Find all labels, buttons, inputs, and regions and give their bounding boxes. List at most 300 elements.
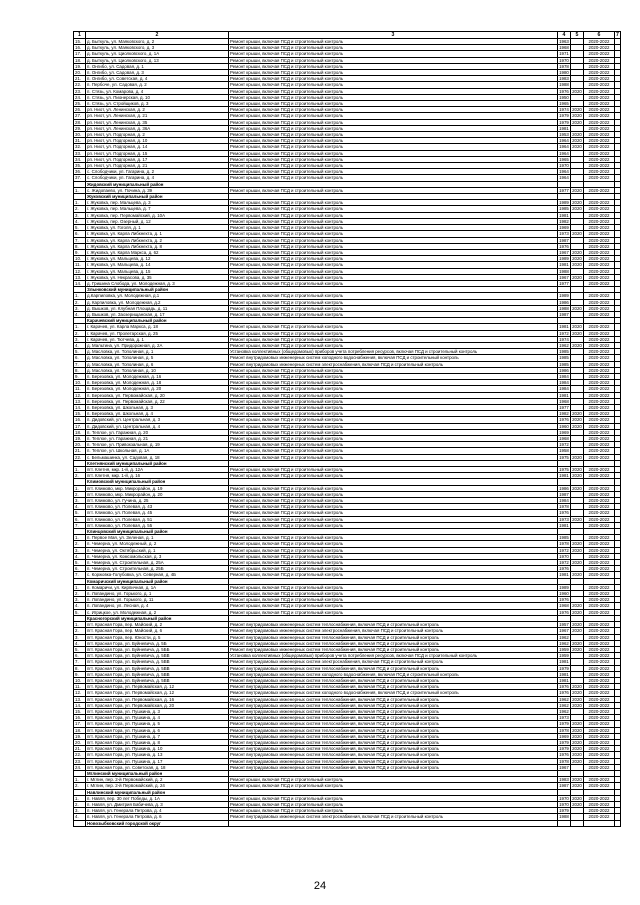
planned-period: 2020-2022 xyxy=(584,584,615,590)
row-index: 9. xyxy=(74,249,86,255)
row-index: 1. xyxy=(74,187,86,193)
row-index: 2. xyxy=(74,473,86,479)
district-name: Злынковский муниципальный район xyxy=(86,287,229,293)
last-overhaul-year: 2020 xyxy=(572,324,582,330)
row-index: 31. xyxy=(74,138,86,144)
planned-period: 2020-2022 xyxy=(584,721,615,727)
planned-period: 2020-2022 xyxy=(584,702,615,708)
address: д. Гришина Слобода, ул. Молодежная, д. 3 xyxy=(86,280,229,286)
build-year: 1979 xyxy=(559,739,569,745)
address: г. Жуковка, пер. Озерный, д. 12 xyxy=(86,218,229,224)
last-overhaul-year: 2020 xyxy=(572,690,582,696)
planned-period: 2020-2022 xyxy=(584,454,615,460)
build-year: 1984 xyxy=(559,373,569,379)
address: пгт. Климово, мкр. Микрорайон, д. 20 xyxy=(86,491,229,497)
build-year: 1968 xyxy=(559,603,569,609)
address: д. Вышков, ул. Клубная Площадь, д. 11 xyxy=(86,305,229,311)
row-index: 2. xyxy=(74,491,86,497)
planned-period: 2020-2022 xyxy=(584,671,615,677)
work-type: Ремонт внутридомовых инженерных систем теплоснабжения, включая ПСД и строительный контроль xyxy=(229,622,558,628)
build-year: 1953 xyxy=(559,132,569,138)
address: п. Первое Мая, ул. Зеленая, д. 1 xyxy=(86,535,229,541)
work-type: Ремонт крыши, включая ПСД и строительный контроль xyxy=(229,311,558,317)
row-index: 14. xyxy=(74,702,86,708)
work-type: Ремонт крыши, включая ПСД и строительный контроль xyxy=(229,560,558,566)
work-type: Ремонт крыши, включая ПСД и строительный контроль xyxy=(229,603,558,609)
build-year: 1977 xyxy=(559,187,569,193)
address: п. Навля, ул. Генерала Петрова, д. 6 xyxy=(86,814,229,820)
address: с. Слободчики, ул. Гагарина, д. 4 xyxy=(86,175,229,181)
build-year: 1989 xyxy=(559,256,569,262)
address: пгт. Красная Гора, ул. Пушкина, д. 4 xyxy=(86,715,229,721)
last-overhaul-year: 2020 xyxy=(572,454,582,460)
planned-period: 2020-2022 xyxy=(584,39,615,45)
work-type: Ремонт крыши, включая ПСД и строительный контроль xyxy=(229,535,558,541)
address: п. Теплое, ул. Школьная, д. 1А xyxy=(86,448,229,454)
address: г. Жуковка, ул. Карла Либкнехта, д. 1 xyxy=(86,231,229,237)
last-overhaul-year: 2020 xyxy=(572,547,582,553)
address: пгт. Красная Гора, ул. Буйневича, д. 5Б xyxy=(86,640,229,646)
build-year: 1985 xyxy=(559,206,569,212)
address: п. Дидовский, ул. Центральная, д. 3 xyxy=(86,417,229,423)
build-year: 1986 xyxy=(559,299,569,305)
work-type: Ремонт крыши, включая ПСД и строительный контроль xyxy=(229,504,558,510)
planned-period: 2020-2022 xyxy=(584,274,615,280)
planned-period: 2020-2022 xyxy=(584,200,615,206)
work-type: Ремонт крыши, включая ПСД и строительный контроль xyxy=(229,380,558,386)
row-index: 5. xyxy=(74,560,86,566)
address: пгт. Красная Гора, ул. Пушкина, д. 17 xyxy=(86,758,229,764)
planned-period: 2020-2022 xyxy=(584,535,615,541)
work-type: Ремонт внутридомовых инженерных систем электроснабжения, включая ПСД и строительный контроль xyxy=(229,361,558,367)
address: д. Карпиловка, ул. Молодежная, д.2 xyxy=(86,299,229,305)
build-year: 1970 xyxy=(559,163,569,169)
row-index: 5. xyxy=(74,510,86,516)
build-year: 1978 xyxy=(559,504,569,510)
last-overhaul-year: 2020 xyxy=(572,696,582,702)
row-index: 10. xyxy=(74,380,86,386)
address: пгт. Красная Гора, ул. Пушкина, д. 6 xyxy=(86,727,229,733)
row-index: 6. xyxy=(74,566,86,572)
build-year: 1976 xyxy=(559,597,569,603)
work-type: Ремонт крыши, включая ПСД и строительный контроль xyxy=(229,553,558,559)
last-overhaul-year: 2020 xyxy=(572,330,582,336)
work-type: Ремонт крыши, включая ПСД и строительный контроль xyxy=(229,237,558,243)
planned-period: 2020-2022 xyxy=(584,429,615,435)
district-name: Жидовский муниципальный район xyxy=(86,181,229,187)
planned-period: 2020-2022 xyxy=(584,423,615,429)
address: г. Жуковка, ул. Карла Либкнехта, д. 2 xyxy=(86,237,229,243)
build-year: 1981 xyxy=(559,324,569,330)
work-type: Ремонт крыши, включая ПСД и строительный контроль xyxy=(229,336,558,342)
build-year: 1984 xyxy=(559,498,569,504)
last-overhaul-year: 2020 xyxy=(572,609,582,615)
work-type: Ремонт крыши, включая ПСД и строительный контроль xyxy=(229,795,558,801)
row-index: 12. xyxy=(74,690,86,696)
build-year: 1979 xyxy=(559,721,569,727)
work-type: Ремонт крыши, включая ПСД и строительный контроль xyxy=(229,777,558,783)
planned-period: 2020-2022 xyxy=(584,795,615,801)
row-index: 12. xyxy=(74,392,86,398)
address: пгт. Красная Гора, ул. Буйневича, д. 5ББ xyxy=(86,646,229,652)
last-overhaul-year: 2020 xyxy=(572,256,582,262)
planned-period: 2020-2022 xyxy=(584,225,615,231)
last-overhaul-year: 2020 xyxy=(572,603,582,609)
address: п. Чемерна, ул. Строительная, д. 25Б xyxy=(86,566,229,572)
work-type: Ремонт крыши, включая ПСД и строительный контроль xyxy=(229,274,558,280)
row-index: 16. xyxy=(74,45,86,51)
last-overhaul-year: 2020 xyxy=(572,727,582,733)
address: п. Лопандино, ул. Лесная, д. 4 xyxy=(86,603,229,609)
build-year: 1964 xyxy=(559,138,569,144)
build-year: 1970 xyxy=(559,795,569,801)
row-index: 14. xyxy=(74,280,86,286)
last-overhaul-year: 2020 xyxy=(572,752,582,758)
work-type: Ремонт крыши, включая ПСД и строительный контроль xyxy=(229,150,558,156)
build-year: 1983 xyxy=(559,76,569,82)
planned-period: 2020-2022 xyxy=(584,653,615,659)
work-type: Ремонт крыши, включая ПСД и строительный контроль xyxy=(229,566,558,572)
work-type: Ремонт крыши, включая ПСД и строительный контроль xyxy=(229,125,558,131)
work-type: Ремонт крыши, включая ПСД и строительный контроль xyxy=(229,101,558,107)
planned-period: 2020-2022 xyxy=(584,76,615,82)
planned-period: 2020-2022 xyxy=(584,808,615,814)
district-name: Комаричский муниципальный район xyxy=(86,578,229,584)
row-index: 6. xyxy=(74,653,86,659)
planned-period: 2020-2022 xyxy=(584,404,615,410)
build-year: 1982 xyxy=(559,218,569,224)
row-index: 1. xyxy=(74,584,86,590)
work-type: Ремонт крыши, включая ПСД и строительный контроль xyxy=(229,88,558,94)
work-type: Ремонт внутридомовых инженерных систем теплоснабжения, включая ПСД и строительный контроль xyxy=(229,758,558,764)
build-year: 1981 xyxy=(559,125,569,131)
row-index: 9. xyxy=(74,671,86,677)
work-type: Ремонт крыши, включая ПСД и строительный контроль xyxy=(229,305,558,311)
row-index: 3. xyxy=(74,498,86,504)
address: пгт. Красная Гора, ул. Первомайская, д. 12 xyxy=(86,684,229,690)
address: г. Жуковка, ул. Мальцева, д. 14 xyxy=(86,262,229,268)
address: рп. Ниот, ул. Ленинская, д. 21 xyxy=(86,113,229,119)
row-index: 1. xyxy=(74,324,86,330)
row-index: 17. xyxy=(74,51,86,57)
planned-period: 2020-2022 xyxy=(584,436,615,442)
work-type: Ремонт крыши, включая ПСД и строительный контроль xyxy=(229,218,558,224)
last-overhaul-year: 2020 xyxy=(572,795,582,801)
planned-period: 2020-2022 xyxy=(584,113,615,119)
row-index: 1. xyxy=(74,535,86,541)
address: п. Стязь, ул. Пионерская, д. 10 xyxy=(86,94,229,100)
address: п. Чемерна, ул. Октябрьский, д. 1 xyxy=(86,547,229,553)
work-type: Ремонт крыши, включая ПСД и строительный контроль xyxy=(229,436,558,442)
address: рп. Ниот, ул. Подгорная, д. 17 xyxy=(86,156,229,162)
extra-column xyxy=(615,820,621,826)
work-type: Ремонт крыши, включая ПСД и строительный контроль xyxy=(229,206,558,212)
planned-period: 2020-2022 xyxy=(584,491,615,497)
planned-period: 2020-2022 xyxy=(584,305,615,311)
row-index: 1. xyxy=(74,467,86,473)
last-overhaul-year: 2020 xyxy=(572,758,582,764)
build-year: 1984 xyxy=(559,386,569,392)
address: п. Онгибо, ул. Садовая, д. 3 xyxy=(86,70,229,76)
planned-period: 2020-2022 xyxy=(584,262,615,268)
row-index: 17. xyxy=(74,423,86,429)
row-index: 16. xyxy=(74,417,86,423)
row-index: 37. xyxy=(74,175,86,181)
planned-period: 2020-2022 xyxy=(584,572,615,578)
work-type: Ремонт внутридомовых инженерных систем холодного водоснабжения, включая ПСД и строительный контроль xyxy=(229,355,558,361)
planned-period: 2020-2022 xyxy=(584,212,615,218)
address: рп. Ниот, ул. Ленинская, д. 36А xyxy=(86,125,229,131)
build-year: 1987 xyxy=(559,311,569,317)
address: пгт. Красная Гора, пер. Майский, д. 6 xyxy=(86,628,229,634)
planned-period: 2020-2022 xyxy=(584,591,615,597)
row-index: 21. xyxy=(74,76,86,82)
row-index: 4. xyxy=(74,640,86,646)
build-year: 1976 xyxy=(559,684,569,690)
build-year: 1988 xyxy=(559,814,569,820)
row-index: 3. xyxy=(74,808,86,814)
build-year: 1962 xyxy=(559,342,569,348)
address: пгт. Красная Гора, ул. Пушкина, д. 10 xyxy=(86,746,229,752)
district-name: Мглинский муниципальный район xyxy=(86,770,229,776)
last-overhaul-year: 2020 xyxy=(572,628,582,634)
address: п. Теплое, ул. Привокзальная, д. 19 xyxy=(86,442,229,448)
address: пгт. Климово, мкр. Микрорайон, д. 19 xyxy=(86,485,229,491)
row-index: 5. xyxy=(74,349,86,355)
build-year: 1969 xyxy=(559,733,569,739)
build-year: 1969 xyxy=(559,225,569,231)
work-type: Ремонт крыши, включая ПСД и строительный контроль xyxy=(229,783,558,789)
planned-period: 2020-2022 xyxy=(584,696,615,702)
planned-period: 2020-2022 xyxy=(584,268,615,274)
planned-period: 2020-2022 xyxy=(584,473,615,479)
planned-period: 2020-2022 xyxy=(584,739,615,745)
build-year: 1962 xyxy=(559,708,569,714)
planned-period: 2020-2022 xyxy=(584,57,615,63)
build-year: 1968 xyxy=(559,45,569,51)
planned-period: 2020-2022 xyxy=(584,101,615,107)
work-type: Ремонт крыши, включая ПСД и строительный контроль xyxy=(229,187,558,193)
address: пгт. Красная Гора, ул. Советская, д. 18 xyxy=(86,764,229,770)
last-overhaul-year: 2020 xyxy=(572,305,582,311)
row-index: 15. xyxy=(74,708,86,714)
address: п. Стязь, ул. Стройщиков, д. 3 xyxy=(86,101,229,107)
work-type: Ремонт крыши, включая ПСД и строительный контроль xyxy=(229,268,558,274)
work-type: Ремонт крыши, включая ПСД и строительный контроль xyxy=(229,57,558,63)
build-year: 1978 xyxy=(559,758,569,764)
row-index: 19. xyxy=(74,63,86,69)
build-year: 1989 xyxy=(559,200,569,206)
work-type: Ремонт внутридомовых инженерных систем теплоснабжения, включая ПСД и строительный контроль xyxy=(229,708,558,714)
planned-period: 2020-2022 xyxy=(584,169,615,175)
build-year: 1965 xyxy=(559,101,569,107)
work-type: Установка коллективных (общедомовых) приборов учета потребления ресурсов, включая ПСД и строительный контроль xyxy=(229,653,558,659)
address: г. Жуковка, ул. Карла Маркса, д. 62 xyxy=(86,249,229,255)
row-index: 17. xyxy=(74,721,86,727)
planned-period: 2020-2022 xyxy=(584,88,615,94)
work-type: Ремонт внутридомовых инженерных систем теплоснабжения, включая ПСД и строительный контроль xyxy=(229,640,558,646)
address: рп. Ниот, ул. Подгорная, д. 21 xyxy=(86,163,229,169)
row-index: 33. xyxy=(74,150,86,156)
row-index: 3. xyxy=(74,547,86,553)
planned-period: 2020-2022 xyxy=(584,504,615,510)
planned-period: 2020-2022 xyxy=(584,665,615,671)
address: пгт. Климово, ул. Полевая, д. 45 xyxy=(86,510,229,516)
address: д. Масловка, ул. Тополиная, д. 6 xyxy=(86,361,229,367)
register-sheet xyxy=(73,31,620,827)
row-index: 29. xyxy=(74,125,86,131)
planned-period: 2020-2022 xyxy=(584,442,615,448)
planned-period: 2020-2022 xyxy=(584,132,615,138)
build-year: 1976 xyxy=(559,243,569,249)
row-index: 7. xyxy=(74,659,86,665)
address: п. Стязь, ул. Комарова, д. 4 xyxy=(86,88,229,94)
work-type: Ремонт крыши, включая ПСД и строительный контроль xyxy=(229,163,558,169)
planned-period: 2020-2022 xyxy=(584,280,615,286)
address: г. Жуковка, ул. Некрасова, д. 35 xyxy=(86,274,229,280)
build-year: 1976 xyxy=(559,609,569,615)
last-overhaul-year: 2020 xyxy=(572,144,582,150)
planned-period: 2020-2022 xyxy=(584,727,615,733)
row-index: 32. xyxy=(74,144,86,150)
last-overhaul-year: 2020 xyxy=(572,231,582,237)
last-overhaul-year: 2020 xyxy=(572,113,582,119)
row-index: 12. xyxy=(74,268,86,274)
build-year: 1976 xyxy=(559,752,569,758)
last-overhaul-year: 2020 xyxy=(572,473,582,479)
planned-period: 2020-2022 xyxy=(584,541,615,547)
build-year: 1981 xyxy=(559,522,569,528)
work-type: Ремонт внутридомовых инженерных систем теплоснабжения, включая ПСД и строительный контроль xyxy=(229,665,558,671)
row-index: 3. xyxy=(74,212,86,218)
column-number: 4 xyxy=(558,32,571,39)
work-type: Ремонт крыши, включая ПСД и строительный контроль xyxy=(229,70,558,76)
planned-period: 2020-2022 xyxy=(584,156,615,162)
address: пгт. Красная Гора, ул. Буйневича, д. 5ВВ xyxy=(86,665,229,671)
address: п. Лопандино, ул. Горького, д. 1 xyxy=(86,591,229,597)
address: пгт. Красная Гора, пер. Майский, д. 2 xyxy=(86,622,229,628)
row-index: 13. xyxy=(74,274,86,280)
planned-period: 2020-2022 xyxy=(584,138,615,144)
last-overhaul-year xyxy=(571,820,584,826)
build-year: 1979 xyxy=(559,746,569,752)
last-overhaul-year: 2020 xyxy=(572,467,582,473)
row-index: 23. xyxy=(74,88,86,94)
build-year: 1960 xyxy=(559,423,569,429)
row-index: 19. xyxy=(74,436,86,442)
work-type: Ремонт крыши, включая ПСД и строительный контроль xyxy=(229,473,558,479)
build-year: 1981 xyxy=(559,572,569,578)
row-index: 15. xyxy=(74,39,86,45)
district-name: Жуковский муниципальный район xyxy=(86,194,229,200)
row-index: 13. xyxy=(74,398,86,404)
row-index: 22. xyxy=(74,454,86,460)
planned-period: 2020-2022 xyxy=(584,63,615,69)
work-type: Ремонт внутридомовых инженерных систем электроснабжения, включая ПСД и строительный контроль xyxy=(229,659,558,665)
row-index: 4. xyxy=(74,603,86,609)
address: с. Жидопаево, ул. Почина, д. 39 xyxy=(86,187,229,193)
work-type: Ремонт крыши, включая ПСД и строительный контроль xyxy=(229,541,558,547)
row-index: 10. xyxy=(74,256,86,262)
address: п. Березовка, ул. Первомайская, д. 20 xyxy=(86,392,229,398)
work-type: Ремонт крыши, включая ПСД и строительный контроль xyxy=(229,113,558,119)
planned-period: 2020-2022 xyxy=(584,752,615,758)
build-year: 1964 xyxy=(559,175,569,181)
work-type: Ремонт крыши, включая ПСД и строительный контроль xyxy=(229,584,558,590)
row-index: 7. xyxy=(74,361,86,367)
build-year: 1975 xyxy=(559,467,569,473)
planned-period: 2020-2022 xyxy=(584,522,615,528)
build-year: 1976 xyxy=(559,690,569,696)
row-index: 4. xyxy=(74,311,86,317)
work-type: Ремонт крыши, включая ПСД и строительный контроль xyxy=(229,280,558,286)
build-year: 1981 xyxy=(559,473,569,479)
address: пгт. Красная Гора, ул. Пушкина, д. 3 xyxy=(86,708,229,714)
work-type: Ремонт крыши, включая ПСД и строительный контроль xyxy=(229,801,558,807)
build-year: 1981 xyxy=(559,262,569,268)
row-index: 36. xyxy=(74,169,86,175)
address: пгт. Клетня, мкр. 1-й, д. 12А xyxy=(86,467,229,473)
row-index: 2. xyxy=(74,628,86,634)
planned-period: 2020-2022 xyxy=(584,392,615,398)
planned-period: 2020-2022 xyxy=(584,417,615,423)
address: д. Быткуль, ул. Маяковского, д. 3 xyxy=(86,45,229,51)
row-index: 3. xyxy=(74,634,86,640)
last-overhaul-year: 2020 xyxy=(572,646,582,652)
work-type: Ремонт внутридомовых инженерных систем теплоснабжения, включая ПСД и строительный контроль xyxy=(229,677,558,683)
work-type: Ремонт внутридомовых инженерных систем теплоснабжения, включая ПСД и строительный контроль xyxy=(229,715,558,721)
address: п. Навля, ул. Генерала Петрова, д. 4 xyxy=(86,808,229,814)
planned-period: 2020-2022 xyxy=(584,293,615,299)
row-index: 4. xyxy=(74,218,86,224)
work-type xyxy=(229,820,558,826)
work-type: Ремонт крыши, включая ПСД и строительный контроль xyxy=(229,423,558,429)
address: д. Масловка, ул. Тополиная, д. 10 xyxy=(86,367,229,373)
planned-period: 2020-2022 xyxy=(584,801,615,807)
planned-period: 2020-2022 xyxy=(584,764,615,770)
column-number: 2 xyxy=(86,32,229,39)
row-index: 4. xyxy=(74,814,86,820)
row-index: 5. xyxy=(74,609,86,615)
row-index: 2. xyxy=(74,591,86,597)
planned-period: 2020-2022 xyxy=(584,125,615,131)
build-year: 1981 xyxy=(559,212,569,218)
planned-period: 2020-2022 xyxy=(584,144,615,150)
work-type: Ремонт крыши, включая ПСД и строительный контроль xyxy=(229,442,558,448)
address: пгт. Красная Гора, ул. Буйневича, д. 5ВВ xyxy=(86,659,229,665)
last-overhaul-year: 2020 xyxy=(572,423,582,429)
row-index: 20. xyxy=(74,739,86,745)
build-year: 1987 xyxy=(559,237,569,243)
build-year: 1964 xyxy=(559,169,569,175)
build-year: 1986 xyxy=(559,485,569,491)
address: п. Лопандино, ул. Горького, д. 11 xyxy=(86,597,229,603)
address: г. Мглин, пер. 2-й Первомайский, д. 2 xyxy=(86,777,229,783)
address: пгт. Красная Гора, ул. Пушкина, д. 5 xyxy=(86,721,229,727)
repair-register-table xyxy=(73,31,621,827)
column-number: 6 xyxy=(584,32,615,39)
district-name: Новозыбковский городской округ xyxy=(86,820,229,826)
work-type: Ремонт крыши, включая ПСД и строительный контроль xyxy=(229,467,558,473)
planned-period: 2020-2022 xyxy=(584,603,615,609)
last-overhaul-year: 2020 xyxy=(572,417,582,423)
planned-period: 2020-2022 xyxy=(584,467,615,473)
last-overhaul-year: 2020 xyxy=(572,411,582,417)
address: д.Карпиловка, ул. Молодежная, д.1 xyxy=(86,293,229,299)
work-type: Ремонт внутридомовых инженерных систем теплоснабжения, включая ПСД и строительный контроль xyxy=(229,634,558,640)
work-type: Ремонт крыши, включая ПСД и строительный контроль xyxy=(229,516,558,522)
planned-period: 2020-2022 xyxy=(584,498,615,504)
